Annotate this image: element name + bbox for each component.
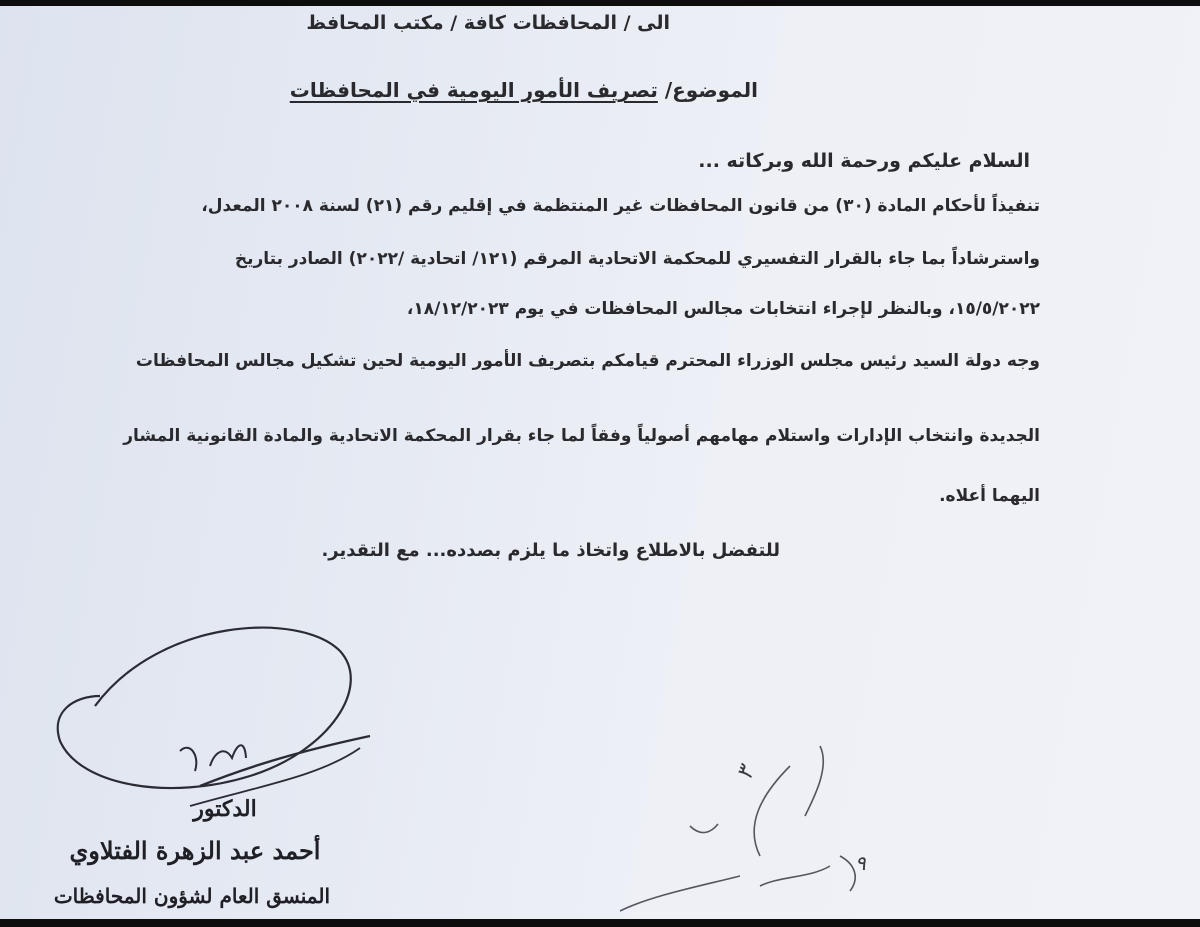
addressee-line: الى / المحافظات كافة / مكتب المحافظ xyxy=(306,12,670,34)
body-line-4: وجه دولة السيد رئيس مجلس الوزراء المحترم قيامكم بتصريف الأمور اليومية لحين تشكيل مجالس المحافظات xyxy=(135,351,1040,371)
subject-line xyxy=(290,78,758,102)
margin-note: ۳ xyxy=(732,763,760,784)
closing-line: للتفضل بالاطلاع واتخاذ ما يلزم بصدده... مع التقدير. xyxy=(321,540,780,561)
margin-note-2: ۹ xyxy=(855,851,866,875)
body-line-1: تنفيذاً لأحكام المادة (٣٠) من قانون المحافظات غير المنتظمة في إقليم رقم (٢١) لسنة ٢٠٠٨ المعدل، xyxy=(201,196,1040,216)
subject-label: الموضوع/ xyxy=(664,78,758,102)
greeting-line: السلام عليكم ورحمة الله وبركاته ... xyxy=(698,150,1030,172)
signature-scribble xyxy=(0,6,1200,927)
signature-title: الدكتور xyxy=(193,796,257,822)
body-line-2: واسترشاداً بما جاء بالقرار التفسيري للمحكمة الاتحادية المرقم (١٢١/ اتحادية /٢٠٢٢) الصادر بتاريخ xyxy=(234,249,1040,269)
body-line-5: الجديدة وانتخاب الإدارات واستلام مهامهم أصولياً وفقاً لما جاء بقرار المحكمة الاتحادية والمادة القانونية المشار xyxy=(123,426,1040,446)
signature-name: أحمد عبد الزهرة الفتلاوي xyxy=(69,836,321,865)
signature-position: المنسق العام لشؤون المحافظات xyxy=(53,884,330,908)
body-line-6: اليهما أعلاه. xyxy=(939,486,1040,506)
body-line-3: ١٥/٥/٢٠٢٢، وبالنظر لإجراء انتخابات مجالس المحافظات في يوم ١٨/١٢/٢٠٢٣، xyxy=(406,299,1040,319)
subject-value: تصريف الأمور اليومية في المحافظات xyxy=(289,78,658,102)
